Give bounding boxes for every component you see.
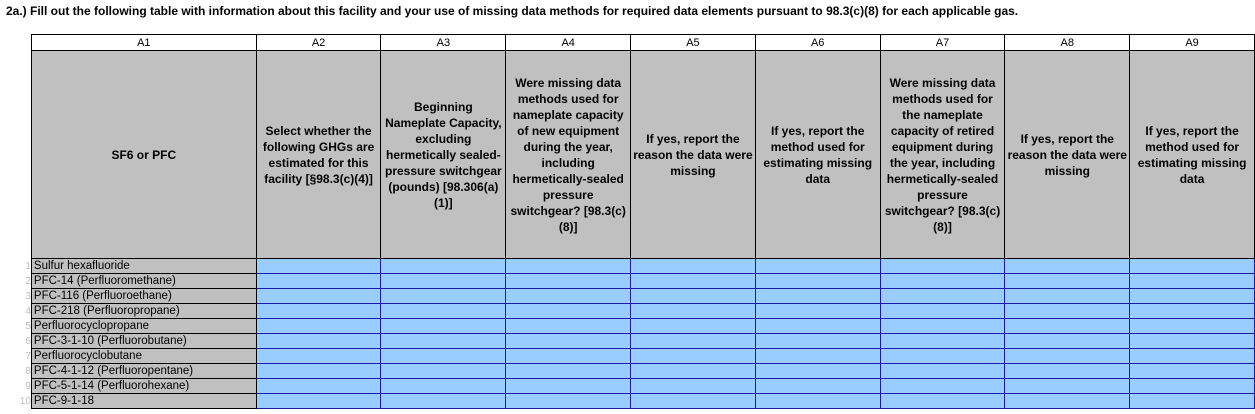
gas-name-cell: Sulfur hexafluoride — [31, 259, 256, 274]
input-cell-a8[interactable] — [1005, 394, 1130, 409]
input-cell-a6[interactable] — [755, 334, 880, 349]
input-cell-a8[interactable] — [1005, 319, 1130, 334]
row-number: 9 — [25, 380, 31, 392]
input-cell-a6[interactable] — [755, 319, 880, 334]
input-cell-a5[interactable] — [631, 274, 756, 289]
input-cell-a3[interactable] — [381, 394, 506, 409]
row-number: 10 — [19, 395, 31, 407]
input-cell-a7[interactable] — [880, 394, 1005, 409]
input-cell-a2[interactable] — [256, 394, 381, 409]
input-cell-a9[interactable] — [1130, 259, 1255, 274]
input-cell-a5[interactable] — [631, 259, 756, 274]
input-cell-a7[interactable] — [880, 274, 1005, 289]
gas-name-cell: Perfluorocyclopropane — [31, 319, 256, 334]
input-cell-a4[interactable] — [506, 259, 631, 274]
input-cell-a7[interactable] — [880, 349, 1005, 364]
gas-name-cell: PFC-5-1-14 (Perfluorohexane) — [31, 379, 256, 394]
input-cell-a2[interactable] — [256, 274, 381, 289]
input-cell-a8[interactable] — [1005, 334, 1130, 349]
input-cell-a9[interactable] — [1130, 319, 1255, 334]
column-letter-9: A9 — [1130, 35, 1255, 51]
column-letter-8: A8 — [1005, 35, 1130, 51]
input-cell-a8[interactable] — [1005, 364, 1130, 379]
column-header-a5: If yes, report the reason the data were missing — [631, 51, 756, 259]
gas-name-cell: PFC-9-1-18 — [31, 394, 256, 409]
input-cell-a5[interactable] — [631, 319, 756, 334]
input-cell-a2[interactable] — [256, 259, 381, 274]
row-number: 8 — [25, 365, 31, 377]
input-cell-a7[interactable] — [880, 259, 1005, 274]
input-cell-a9[interactable] — [1130, 274, 1255, 289]
column-header-a4: Were missing data methods used for nameplate capacity of new equipment during the year, including hermetically-sealed pressure switchgear? [98.3(c)(8)] — [506, 51, 631, 259]
input-cell-a2[interactable] — [256, 334, 381, 349]
column-header-a8: If yes, report the reason the data were missing — [1005, 51, 1130, 259]
input-cell-a7[interactable] — [880, 319, 1005, 334]
input-cell-a3[interactable] — [381, 364, 506, 379]
input-cell-a6[interactable] — [755, 274, 880, 289]
gas-name-cell: PFC-116 (Perfluoroethane) — [31, 289, 256, 304]
input-cell-a2[interactable] — [256, 379, 381, 394]
instruction-title: 2a.) Fill out the following table with information about this facility and your use of missing data methods for required data elements pursuant to 98.3(c)(8) for each applicable gas. — [6, 4, 1019, 18]
input-cell-a8[interactable] — [1005, 274, 1130, 289]
input-cell-a9[interactable] — [1130, 349, 1255, 364]
column-letter-4: A4 — [506, 35, 631, 51]
table-row — [0, 379, 1255, 394]
input-cell-a5[interactable] — [631, 349, 756, 364]
column-header-a3: Beginning Nameplate Capacity, excluding hermetically sealed-pressure switchgear (pounds) [98.306(a)(1)] — [381, 51, 506, 259]
input-cell-a4[interactable] — [506, 349, 631, 364]
table-row — [0, 259, 1255, 274]
input-cell-a9[interactable] — [1130, 379, 1255, 394]
input-cell-a7[interactable] — [880, 304, 1005, 319]
input-cell-a2[interactable] — [256, 319, 381, 334]
column-letter-row — [0, 35, 1255, 51]
row-number: 5 — [25, 320, 31, 332]
input-cell-a4[interactable] — [506, 274, 631, 289]
table-row — [0, 274, 1255, 289]
column-header-a6: If yes, report the method used for estimating missing data — [755, 51, 880, 259]
gas-name-cell: Perfluorocyclobutane — [31, 349, 256, 364]
input-cell-a5[interactable] — [631, 304, 756, 319]
column-header-a7: Were missing data methods used for the nameplate capacity of retired equipment during the year, including hermetically-sealed pressure switchgear? [98.3(c)(8)] — [880, 51, 1005, 259]
row-number: 1 — [25, 260, 31, 272]
table-row — [0, 349, 1255, 364]
table-row — [0, 319, 1255, 334]
input-cell-a7[interactable] — [880, 364, 1005, 379]
input-cell-a4[interactable] — [506, 364, 631, 379]
column-letter-3: A3 — [381, 35, 506, 51]
missing-data-table — [0, 34, 1255, 409]
input-cell-a7[interactable] — [880, 334, 1005, 349]
input-cell-a8[interactable] — [1005, 259, 1130, 274]
input-cell-a5[interactable] — [631, 379, 756, 394]
gas-name-cell: PFC-4-1-12 (Perfluoropentane) — [31, 364, 256, 379]
row-number: 6 — [25, 335, 31, 347]
input-cell-a6[interactable] — [755, 394, 880, 409]
input-cell-a9[interactable] — [1130, 364, 1255, 379]
input-cell-a6[interactable] — [755, 349, 880, 364]
input-cell-a5[interactable] — [631, 394, 756, 409]
input-cell-a8[interactable] — [1005, 349, 1130, 364]
row-number: 2 — [25, 275, 31, 287]
input-cell-a3[interactable] — [381, 274, 506, 289]
input-cell-a9[interactable] — [1130, 304, 1255, 319]
input-cell-a2[interactable] — [256, 289, 381, 304]
table-row — [0, 334, 1255, 349]
input-cell-a8[interactable] — [1005, 289, 1130, 304]
table-row — [0, 304, 1255, 319]
input-cell-a6[interactable] — [755, 364, 880, 379]
column-header-a2: Select whether the following GHGs are estimated for this facility [§98.3(c)(4)] — [256, 51, 381, 259]
input-cell-a8[interactable] — [1005, 304, 1130, 319]
input-cell-a4[interactable] — [506, 334, 631, 349]
row-number: 7 — [25, 350, 31, 362]
input-cell-a9[interactable] — [1130, 334, 1255, 349]
input-cell-a3[interactable] — [381, 379, 506, 394]
input-cell-a9[interactable] — [1130, 289, 1255, 304]
column-letter-5: A5 — [631, 35, 756, 51]
column-letter-7: A7 — [880, 35, 1005, 51]
gas-name-cell: PFC-3-1-10 (Perfluorobutane) — [31, 334, 256, 349]
input-cell-a3[interactable] — [381, 304, 506, 319]
input-cell-a5[interactable] — [631, 334, 756, 349]
column-header-a9: If yes, report the method used for estimating missing data — [1130, 51, 1255, 259]
table-row — [0, 394, 1255, 409]
column-letter-1: A1 — [31, 35, 256, 51]
column-header-a1: SF6 or PFC — [31, 51, 256, 259]
row-number: 4 — [25, 305, 31, 317]
input-cell-a3[interactable] — [381, 319, 506, 334]
input-cell-a6[interactable] — [755, 379, 880, 394]
column-letter-2: A2 — [256, 35, 381, 51]
input-cell-a6[interactable] — [755, 259, 880, 274]
input-cell-a4[interactable] — [506, 379, 631, 394]
input-cell-a3[interactable] — [381, 289, 506, 304]
input-cell-a4[interactable] — [506, 394, 631, 409]
input-cell-a3[interactable] — [381, 349, 506, 364]
gas-name-cell: PFC-218 (Perfluoropropane) — [31, 304, 256, 319]
input-cell-a3[interactable] — [381, 334, 506, 349]
table-row — [0, 289, 1255, 304]
gas-name-cell: PFC-14 (Perfluoromethane) — [31, 274, 256, 289]
input-cell-a2[interactable] — [256, 304, 381, 319]
input-cell-a7[interactable] — [880, 379, 1005, 394]
input-cell-a2[interactable] — [256, 349, 381, 364]
input-cell-a6[interactable] — [755, 289, 880, 304]
header-row — [0, 51, 1255, 259]
table-row — [0, 364, 1255, 379]
input-cell-a5[interactable] — [631, 289, 756, 304]
input-cell-a9[interactable] — [1130, 394, 1255, 409]
input-cell-a2[interactable] — [256, 364, 381, 379]
input-cell-a4[interactable] — [506, 304, 631, 319]
column-letter-6: A6 — [755, 35, 880, 51]
input-cell-a8[interactable] — [1005, 379, 1130, 394]
input-cell-a4[interactable] — [506, 319, 631, 334]
input-cell-a4[interactable] — [506, 289, 631, 304]
input-cell-a3[interactable] — [381, 259, 506, 274]
input-cell-a6[interactable] — [755, 304, 880, 319]
input-cell-a5[interactable] — [631, 364, 756, 379]
row-number: 3 — [25, 290, 31, 302]
input-cell-a7[interactable] — [880, 289, 1005, 304]
